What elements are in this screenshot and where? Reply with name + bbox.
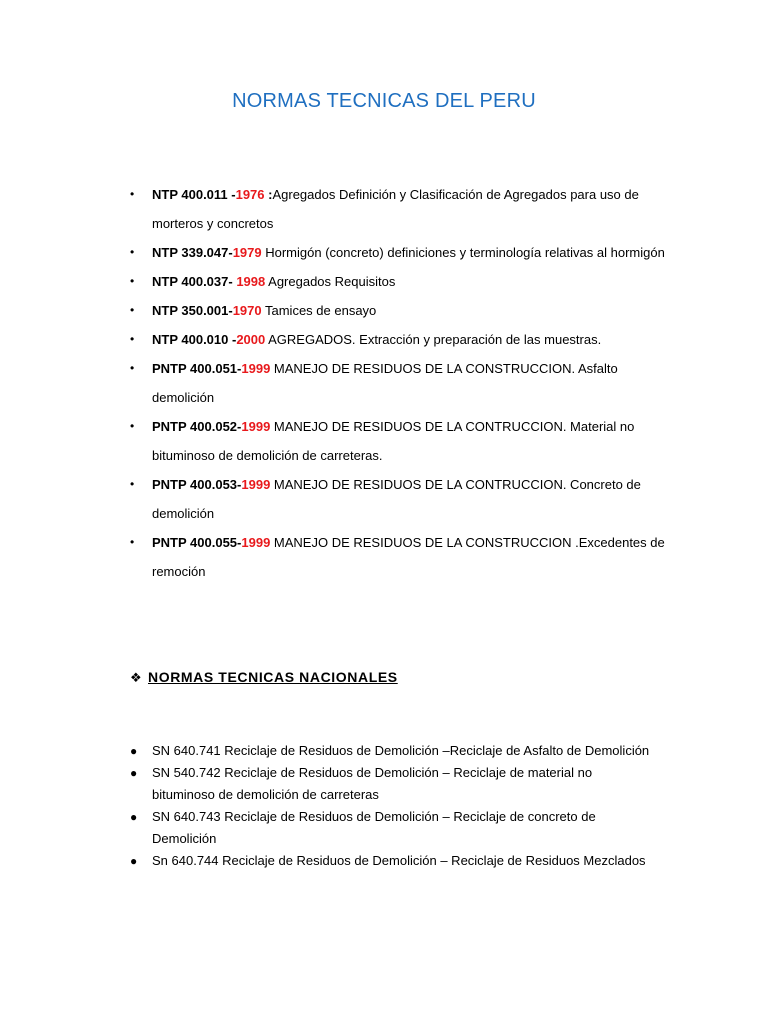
standard-year: 1999 bbox=[241, 419, 271, 434]
bullet-icon: ● bbox=[130, 744, 138, 758]
bullet-icon: • bbox=[130, 245, 135, 259]
bullet-icon: • bbox=[130, 303, 135, 317]
standard-year: 1970 bbox=[232, 303, 262, 318]
bullet-icon: • bbox=[130, 187, 135, 201]
sn-standard-text: SN 540.742 Reciclaje de Residuos de Demolición – Reciclaje de material no bituminoso de demolición de carreteras bbox=[152, 765, 593, 802]
list-item bbox=[130, 528, 670, 586]
standard-code: NTP 400.011 - bbox=[152, 187, 236, 202]
standard-year: 2000 bbox=[236, 332, 266, 347]
standard-description: Agregados Definición y Clasificación de Agregados para uso de morteros y concretos bbox=[152, 187, 639, 231]
list-item bbox=[130, 412, 670, 470]
ntp-standards-list bbox=[130, 180, 670, 586]
bullet-icon: ● bbox=[130, 766, 138, 780]
list-item bbox=[130, 850, 650, 872]
standard-description: MANEJO DE RESIDUOS DE LA CONTRUCCION. Material no bituminoso de demolición de carreteras. bbox=[152, 419, 635, 463]
bullet-icon: ● bbox=[130, 854, 138, 868]
standard-description: AGREGADOS. Extracción y preparación de las muestras. bbox=[265, 332, 602, 347]
section-title: NORMAS TECNICAS NACIONALES bbox=[148, 669, 398, 685]
sn-standard-text: SN 640.741 Reciclaje de Residuos de Demolición –Reciclaje de Asfalto de Demolición bbox=[152, 743, 650, 758]
standard-description: MANEJO DE RESIDUOS DE LA CONTRUCCION. Concreto de demolición bbox=[152, 477, 641, 521]
list-item bbox=[130, 180, 670, 238]
standard-year: 1976 bbox=[235, 187, 265, 202]
list-item bbox=[130, 806, 650, 850]
sn-standard-text: Sn 640.744 Reciclaje de Residuos de Demolición – Reciclaje de Residuos Mezclados bbox=[152, 853, 646, 868]
standard-code: NTP 400.010 - bbox=[152, 332, 237, 347]
standard-year: 1999 bbox=[241, 535, 271, 550]
bullet-icon: • bbox=[130, 361, 135, 375]
standard-year: 1999 bbox=[241, 477, 271, 492]
list-item bbox=[130, 740, 650, 762]
list-item bbox=[130, 296, 670, 325]
bullet-icon: • bbox=[130, 419, 135, 433]
sn-standards-list bbox=[130, 740, 650, 872]
standard-description: MANEJO DE RESIDUOS DE LA CONSTRUCCION. Asfalto demolición bbox=[152, 361, 618, 405]
standard-description: MANEJO DE RESIDUOS DE LA CONSTRUCCION .Excedentes de remoción bbox=[152, 535, 665, 579]
bullet-icon: • bbox=[130, 477, 135, 491]
sn-standard-text: SN 640.743 Reciclaje de Residuos de Demolición – Reciclaje de concreto de Demolición bbox=[152, 809, 596, 846]
standard-code: NTP 350.001- bbox=[152, 303, 233, 318]
list-item bbox=[130, 354, 670, 412]
standard-description: Hormigón (concreto) definiciones y terminología relativas al hormigón bbox=[261, 245, 665, 260]
list-item bbox=[130, 762, 650, 806]
bullet-icon: • bbox=[130, 332, 135, 346]
standard-code: PNTP 400.051- bbox=[152, 361, 242, 376]
standard-code: PNTP 400.055- bbox=[152, 535, 242, 550]
bullet-icon: • bbox=[130, 274, 135, 288]
bullet-icon: ● bbox=[130, 810, 138, 824]
standard-separator: : bbox=[264, 187, 273, 202]
standard-year: 1999 bbox=[241, 361, 271, 376]
list-item bbox=[130, 470, 670, 528]
list-item bbox=[130, 238, 670, 267]
standard-code: PNTP 400.052- bbox=[152, 419, 242, 434]
diamond-bullet-icon: ❖ bbox=[130, 670, 143, 685]
list-item bbox=[130, 325, 670, 354]
bullet-icon: • bbox=[130, 535, 135, 549]
standard-code: NTP 339.047- bbox=[152, 245, 233, 260]
standard-code: PNTP 400.053- bbox=[152, 477, 242, 492]
standard-year: 1998 bbox=[232, 274, 266, 289]
list-item bbox=[130, 267, 670, 296]
document-title: NORMAS TECNICAS DEL PERU bbox=[232, 90, 536, 112]
standard-description: Tamices de ensayo bbox=[261, 303, 377, 318]
standard-year: 1979 bbox=[232, 245, 262, 260]
standard-description: Agregados Requisitos bbox=[265, 274, 396, 289]
section-heading bbox=[130, 669, 398, 686]
standard-code: NTP 400.037- bbox=[152, 274, 233, 289]
